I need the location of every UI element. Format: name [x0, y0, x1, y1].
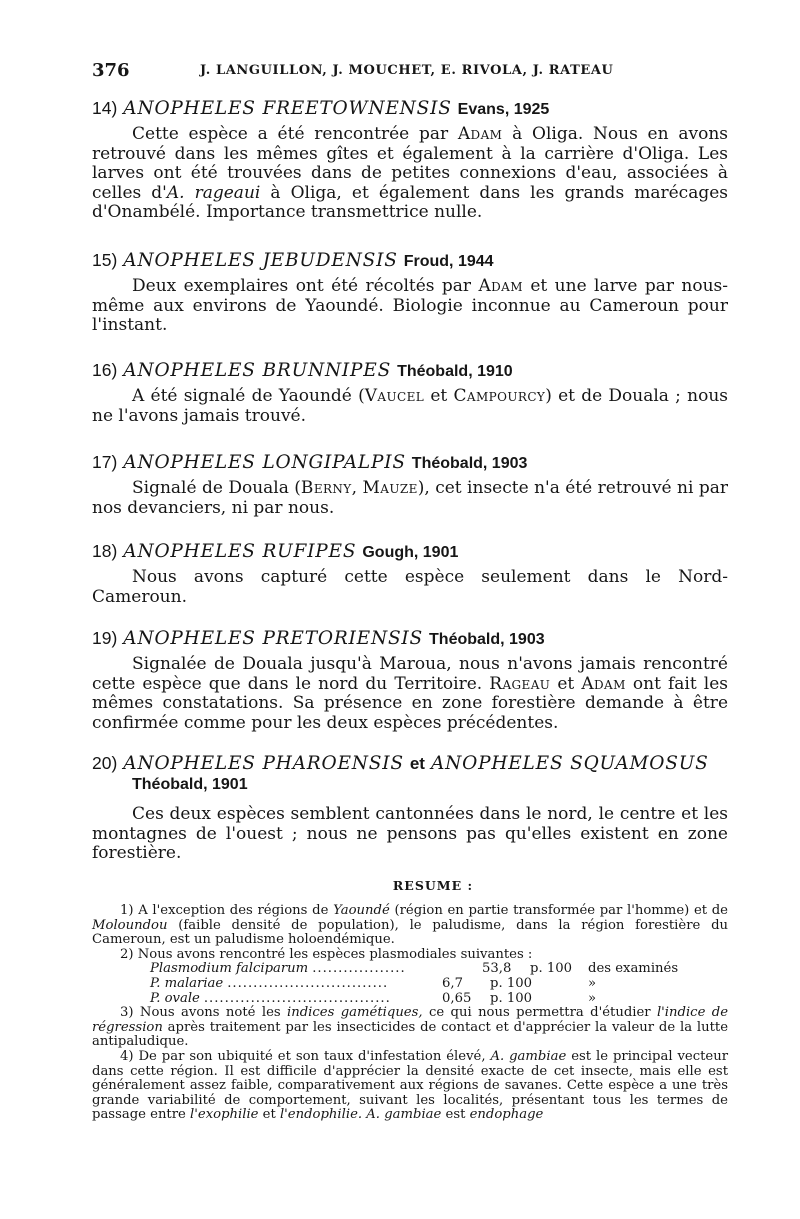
author-name: Adam: [478, 276, 523, 296]
entry-heading: [92, 752, 728, 775]
plasmodia-table: [150, 962, 690, 1006]
place-name: Moloundou: [92, 917, 168, 933]
plasmodium-label: »: [588, 975, 597, 991]
resume-section: [92, 878, 728, 1123]
page-header: [92, 60, 732, 84]
plasmodium-species: P. malariae: [150, 975, 224, 991]
species-author: Gough, 1901: [362, 544, 459, 561]
author-name: Berny: [300, 478, 352, 498]
entry-number: 18): [92, 541, 118, 561]
species-author: Froud, 1944: [403, 253, 494, 270]
entry-text: Deux exemplaires ont été récoltés par Adam et une larve par nous-même aux environs de Yaoundé. Biologie inconnue au Cameroun pour l'instant.: [92, 276, 728, 335]
species-name: ANOPHELES PHAROENSIS: [123, 753, 404, 774]
species-ref: A. rageaui: [166, 182, 261, 203]
entry-text: Nous avons capturé cette espèce seulement dans le Nord-Cameroun.: [92, 567, 728, 607]
plasmodium-unit: p. 100: [490, 990, 532, 1006]
species-name: ANOPHELES PRETORIENSIS: [123, 628, 424, 649]
entry-heading: [92, 249, 728, 273]
entry-heading: [92, 451, 728, 475]
entry-number: 17): [92, 452, 118, 472]
entry-text: Signalé de Douala (Berny, Mauze), cet insecte n'a été retrouvé ni par nos devanciers, ni par nous.: [92, 478, 728, 518]
entry-heading: [92, 627, 728, 651]
plasmodium-value: 6,7: [442, 975, 463, 991]
species-entry-14: [92, 97, 728, 223]
page-number: 376: [92, 60, 130, 81]
species-entry-17: [92, 451, 728, 535]
entry-number: 16): [92, 360, 118, 380]
entry-text: Cette espèce a été rencontrée par Adam à Oliga. Nous en avons retrouvé dans les mêmes gîtes et également à la carrière d'Oliga. Les larves ont été trouvées dans de petites connexions d'eau, associées à celles d'A. rageaui à Oliga, et également dans les grands marécages d'Onambélé. Importance transmettrice nulle.: [92, 124, 728, 222]
author-name: Mauze: [362, 478, 418, 498]
entry-number: 14): [92, 98, 118, 118]
plasmodium-unit: p. 100: [530, 961, 572, 977]
entry-text: A été signalé de Yaoundé (Vaucel et Campourcy) et de Douala ; nous ne l'avons jamais trouvé.: [92, 386, 729, 426]
author-name: Rageau: [489, 673, 551, 694]
running-head: J. LANGUILLON, J. MOUCHET, E. RIVOLA, J. RATEAU: [200, 63, 614, 78]
entry-text: Ces deux espèces semblent cantonnées dans le nord, le centre et les montagnes de l'ouest ; nous ne pensons pas qu'elles existent en zone forestière.: [92, 804, 728, 863]
species-name: ANOPHELES SQUAMOSUS: [430, 753, 709, 774]
leader-dots: ..................: [312, 962, 406, 977]
species-name: ANOPHELES FREETOWNENSIS: [123, 98, 452, 119]
place-name: Yaoundé: [333, 903, 390, 918]
species-name: ANOPHELES LONGIPALPIS: [123, 452, 406, 473]
plasmodium-label: »: [588, 990, 597, 1006]
species-author: Théobald, 1901: [132, 776, 248, 793]
resume-paragraph-2: 2) Nous avons rencontré les espèces plasmodiales suivantes :: [120, 946, 533, 962]
resume-paragraph-1: 1) A l'exception des régions de Yaoundé (région en partie transformée par l'homme) et de Moloundou (faible densité de population), le paludisme, dans la région forestière du Cameroun, est un paludisme holoendémique.: [92, 903, 728, 948]
plasmodium-value: 0,65: [442, 990, 472, 1006]
author-name: Adam: [457, 124, 503, 144]
author-name: Adam: [581, 673, 626, 694]
entry-heading: [92, 97, 728, 121]
species-name: ANOPHELES RUFIPES: [123, 541, 357, 562]
plasmodia-row: [150, 992, 690, 1007]
species-author: Théobald, 1903: [429, 631, 545, 648]
plasmodium-value: 53,8: [482, 961, 512, 977]
author-name: Vaucel: [364, 386, 425, 406]
plasmodia-row: [150, 977, 690, 992]
entry-text: Signalée de Douala jusqu'à Maroua, nous n'avons jamais rencontré cette espèce que dans le nord du Territoire. Rageau et Adam ont fait les mêmes constatations. Sa présence en zone forestière demande à être confirmée comme pour les deux espèces précédentes.: [92, 654, 729, 733]
leader-dots: ...............................: [227, 976, 389, 991]
species-entry-19: [92, 627, 728, 750]
plasmodium-label: des examinés: [588, 961, 679, 977]
plasmodium-species: Plasmodium falciparum: [150, 961, 309, 977]
author-name: Campourcy: [453, 386, 546, 406]
species-name: ANOPHELES JEBUDENSIS: [123, 250, 398, 271]
heading-connector: et: [409, 754, 425, 773]
entry-heading: [92, 359, 728, 383]
entry-heading: [92, 540, 728, 564]
leader-dots: ....................................: [203, 991, 391, 1006]
species-author: Théobald, 1903: [411, 455, 528, 472]
plasmodium-unit: p. 100: [490, 975, 532, 991]
species-name: ANOPHELES BRUNNIPES: [123, 360, 392, 381]
species-entry-20: [92, 752, 728, 881]
species-entry-16: [92, 359, 728, 443]
species-author: Théobald, 1910: [397, 363, 513, 380]
resume-paragraph-4: 4) De par son ubiquité et son taux d'infestation élevé, A. gambiae est le principal vecteur dans cette région. Il est difficile d'apprécier la densité exacte de cet insecte, mais elle est généralement assez faible, comparativement aux régions de savanes. Cette espèce a une très grande variabilité de comportement, suivant les localités, présentant tous les termes de passage entre l'exophilie et l'endophilie. A. gambiae est endophage: [92, 1048, 729, 1123]
species-entry-18: [92, 540, 728, 624]
entry-number: 20): [92, 753, 118, 773]
entry-number: 15): [92, 250, 118, 270]
resume-title: RESUME :: [392, 878, 474, 893]
plasmodium-species: P. ovale: [150, 990, 200, 1006]
species-author: Evans, 1925: [457, 101, 550, 118]
entry-number: 19): [92, 628, 118, 648]
resume-paragraph-3: 3) Nous avons noté les indices gamétiques, ce qui nous permettra d'étudier l'indice de régression après traitement par les insecticides de contact et d'apprécier la valeur de la lutte antipaludique.: [92, 1005, 729, 1050]
species-entry-15: [92, 249, 728, 353]
plasmodia-row: [150, 962, 690, 977]
